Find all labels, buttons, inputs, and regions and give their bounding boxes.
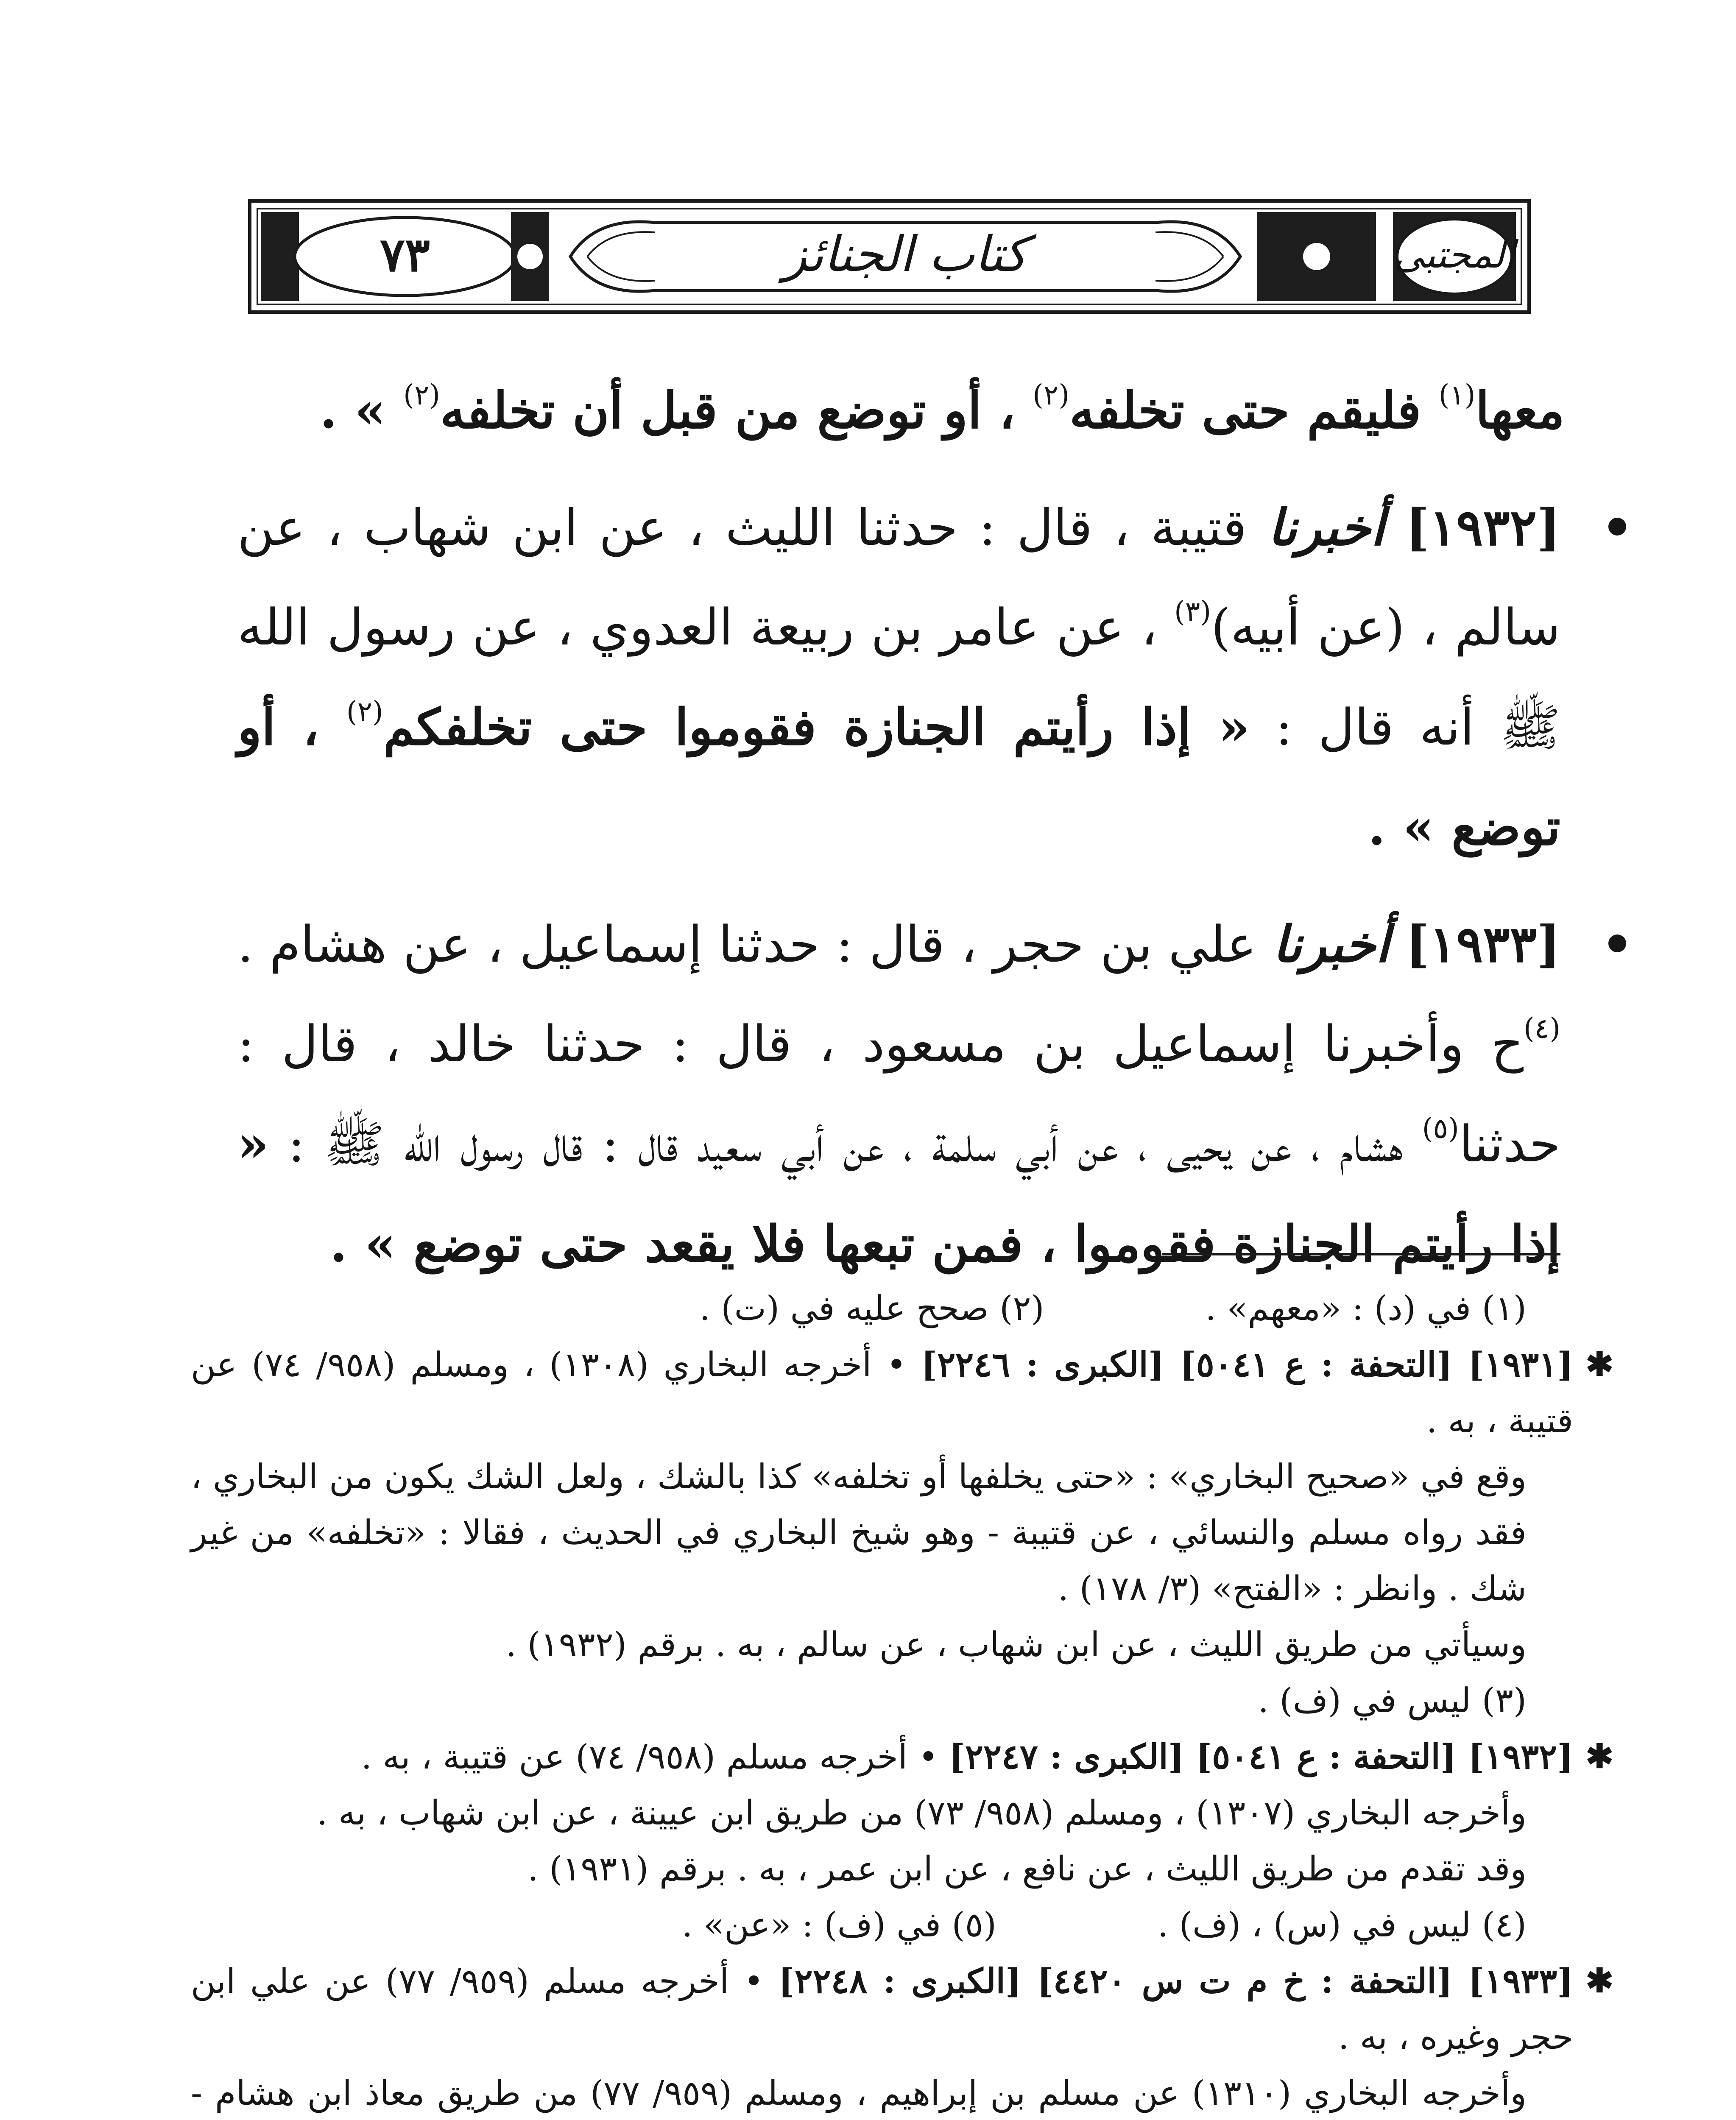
footnote-1: (١) في (د) : «معهم» . bbox=[1205, 1289, 1527, 1328]
hadith-number: [١٩٣٢] bbox=[1405, 498, 1561, 557]
bullet-icon bbox=[1608, 934, 1626, 952]
commentary-1932-note: وأخرجه البخاري (١٣٠٧) ، ومسلم (٩٥٨/ ٧٣) من طريق ابن عيينة ، عن ابن شهاب ، به . bbox=[317, 1793, 1527, 1833]
commentary-1931: ✱ [١٩٣١] [التحفة : ع ٥٠٤١] [الكبرى : ٢٢٤٦] • أخرجه البخاري (١٣٠٨) ، ومسلم (٩٥٨/ ٧٤) عن قتيبة ، به . bbox=[191, 1336, 1573, 1449]
continuation-paragraph: معها$^{(١)}$ فليقم حتى تخلفه$^{(٢)}$ ، أو توضع من قبل أن تخلفه$^{(٢)}$ » . bbox=[320, 379, 1565, 440]
footnote-ref: (٢) bbox=[403, 379, 441, 411]
footnote-ref: (٣) bbox=[1174, 595, 1211, 628]
hadith-1932: [١٩٣٢] أخبرنا قتيبة ، قال : حدثنا الليث ، عن ابن شهاب ، عن سالم ، (عن أبيه)$^{(٣)}$ ، عن عامر بن ربيعة العدوي ، عن رسول الله ﷺ أنه قال : « إذا رأيتم الجنازة فقوموا حتى تخلفكم$^{(٢)}$ ، أو توضع » . bbox=[237, 477, 1565, 877]
asterisk-icon: ✱ bbox=[1585, 1961, 1613, 2000]
commentary-1933: ✱ [١٩٣٣] [التحفة : خ م ت س ٤٤٢٠] [الكبرى : ٢٢٤٨] • أخرجه مسلم (٩٥٩/ ٧٧) عن علي ابن حجر وغيره ، به . bbox=[191, 1953, 1573, 2065]
commentary-1932: ✱ [١٩٣٢] [التحفة : ع ٥٠٤١] [الكبرى : ٢٢٤٧] • أخرجه مسلم (٩٥٨/ ٧٤) عن قتيبة ، به . bbox=[191, 1729, 1573, 1785]
page-number: ٧٣ bbox=[380, 227, 430, 282]
asterisk-icon: ✱ bbox=[1585, 1737, 1613, 1776]
prophetic-saying: « إذا رأيتم الجنازة فقوموا ، فمن تبعها فلا يقعد حتى توضع » . bbox=[237, 1114, 1560, 1273]
footnote-3: (٣) ليس في (ف) . bbox=[1258, 1681, 1527, 1720]
asterisk-icon: ✱ bbox=[1585, 1345, 1613, 1384]
page-header bbox=[248, 199, 1531, 314]
footnote-ref: (٢) bbox=[1033, 379, 1070, 411]
footnote-ref: (٤) bbox=[1524, 1012, 1560, 1045]
commentary-1933-note: وأخرجه البخاري (١٣١٠) عن مسلم بن إبراهيم ، ومسلم (٩٥٩/ ٧٧) من طريق معاذ ابن هشام - bbox=[191, 2073, 1527, 2113]
footnote-row bbox=[191, 1897, 1573, 1953]
footnote-ref: (٢) bbox=[346, 695, 383, 728]
hadith-1933: [١٩٣٣] أخبرنا علي بن حجر ، قال : حدثنا إسماعيل ، عن هشام . $^{(٤)}$ح وأخبرنا إسماعيل بن مسعود ، قال : حدثنا خالد ، قال : حدثنا$^{(٥)}$ هشام ، عن يحيى ، عن أبي سلمة ، عن أبي سعيد قال : قال رسول الله ﷺ : « إذا رأيتم الجنازة فقوموا ، فمن تبعها فلا يقعد حتى توضع » . bbox=[237, 894, 1565, 1294]
footnote-row bbox=[191, 1280, 1573, 1336]
commentary-1932-xref: وقد تقدم من طريق الليث ، عن نافع ، عن ابن عمر ، به . برقم (١٩٣١) . bbox=[527, 1849, 1527, 1888]
footnote-ref: (٥) bbox=[1422, 1112, 1459, 1145]
footnote-ref: (١) bbox=[1438, 379, 1476, 411]
footnotes bbox=[191, 1280, 1613, 2120]
footnote-5: (٥) في (ف) : «عن» . bbox=[682, 1905, 996, 1944]
bullet-icon bbox=[1608, 518, 1626, 536]
footnote-4: (٤) ليس في (س) ، (ف) . bbox=[1157, 1905, 1527, 1944]
chapter-title: كتاب الجنائز bbox=[783, 226, 1027, 283]
footnote-2: (٢) صحح عليه في (ت) . bbox=[699, 1289, 1044, 1328]
main-text bbox=[237, 360, 1565, 1311]
hadith-number: [١٩٣٣] bbox=[1405, 915, 1561, 974]
commentary-1931-xref: وسيأتي من طريق الليث ، عن ابن شهاب ، عن سالم ، به . برقم (١٩٣٢) . bbox=[505, 1625, 1527, 1664]
commentary-1931-note: وقع في «صحيح البخاري» : «حتى يخلفها أو تخلفه» كذا بالشك ، ولعل الشك يكون من البخاري ، فقد رواه مسلم والنسائي ، عن قتيبة - وهو شيخ البخاري في الحديث ، فقالا : «تخلفه» من غير شك . وانظر : «الفتح» (٣/ ١٧٨) . bbox=[191, 1457, 1527, 1608]
prophetic-saying: « إذا رأيتم الجنازة فقوموا حتى تخلفكم bbox=[383, 697, 1250, 756]
book-logo: المجتبى bbox=[1394, 232, 1515, 276]
footnote-divider bbox=[1162, 1253, 1560, 1255]
